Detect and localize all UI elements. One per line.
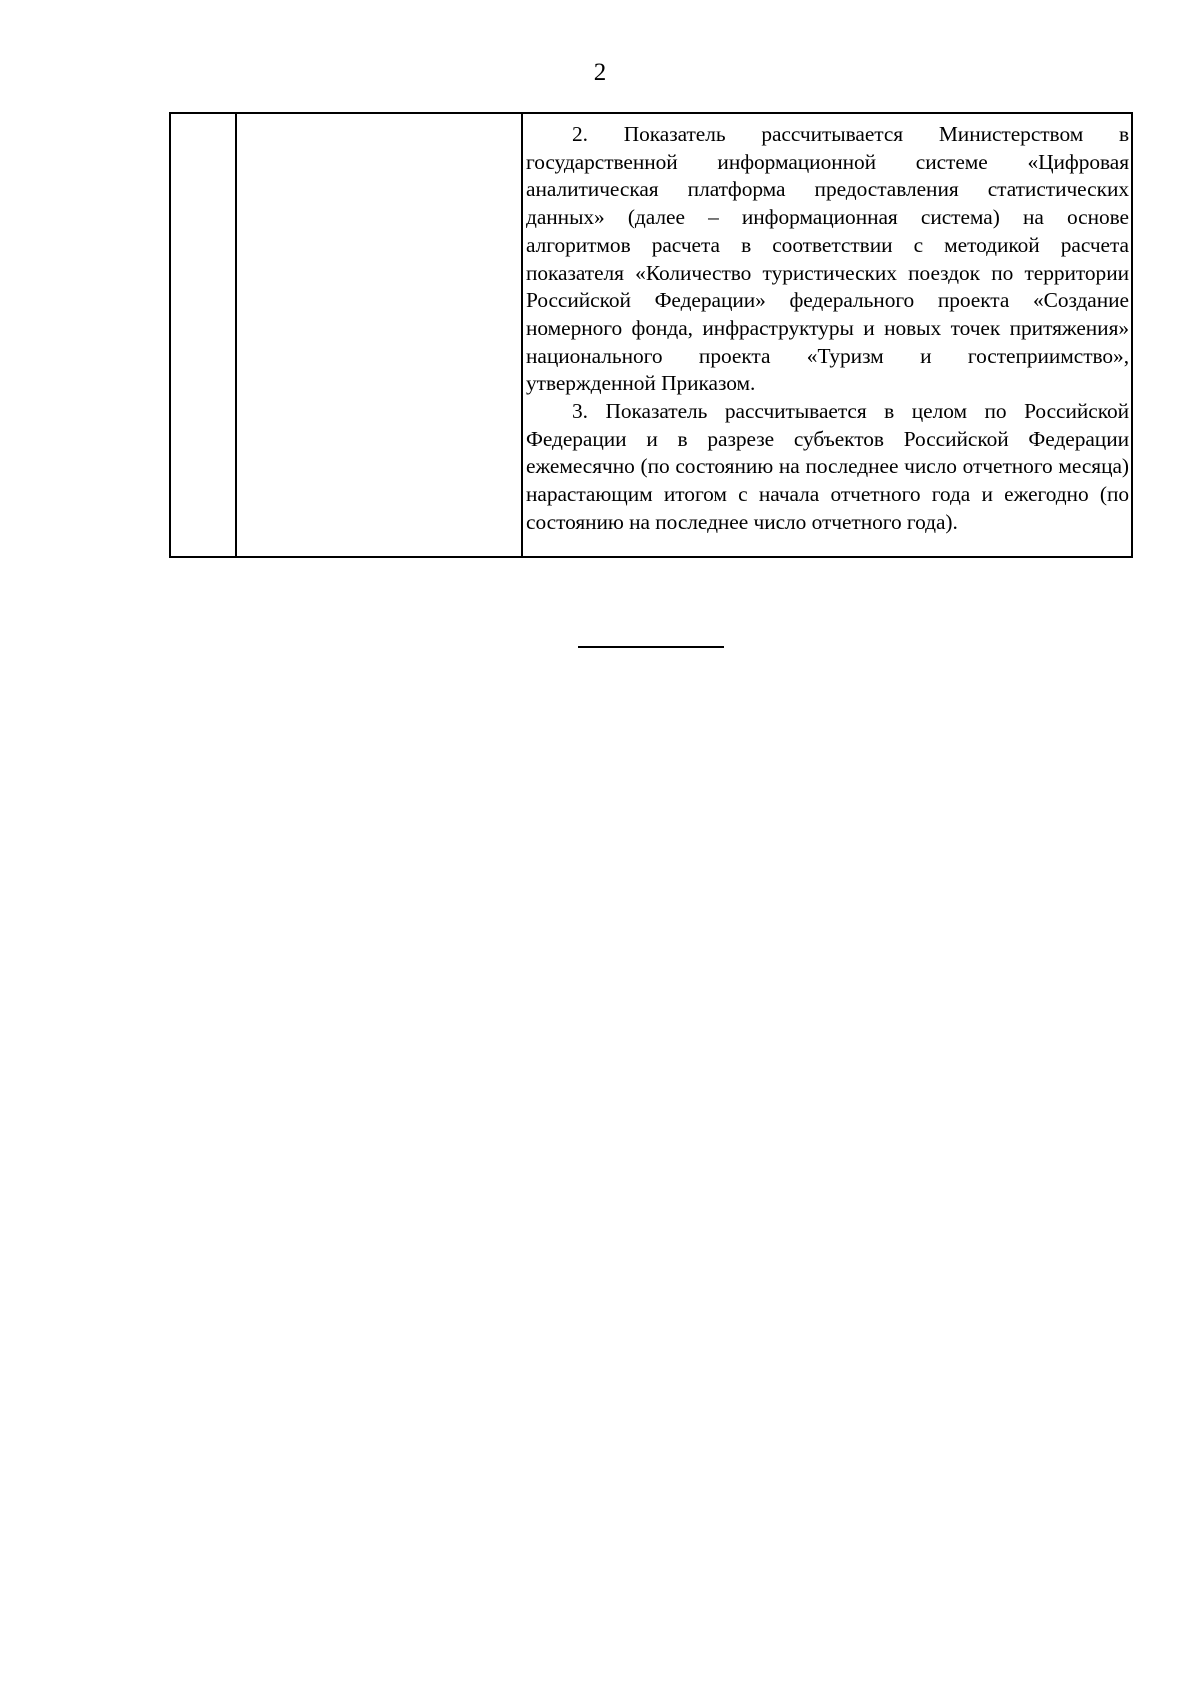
table-cell-number — [171, 114, 237, 556]
paragraph-2: 2. Показатель рассчитывается Министерством в государственной информационной системе «Цифровая аналитическая платформа предоставления статистических данных» (далее – информационная система) на основе алгоритмов расчета в соответствии с методикой расчета показателя «Количество туристических поездок по территории Российской Федерации» федерального проекта «Создание номерного фонда, инфраструктуры и новых точек притяжения» национального проекта «Туризм и гостеприимство», утвержденной Приказом. — [526, 122, 1129, 396]
end-of-document-rule — [578, 646, 724, 648]
page-number: 2 — [593, 59, 607, 86]
paragraph-3: 3. Показатель рассчитывается в целом по Российской Федерации и в разрезе субъектов Российской Федерации ежемесячно (по состоянию на последнее число отчетного месяца) нарастающим итогом с начала отчетного года и ежегодно (по состоянию на последнее число отчетного года). — [526, 399, 1129, 534]
table-cell-description — [523, 114, 1131, 556]
document-table — [169, 112, 1133, 558]
table-cell-name — [237, 114, 523, 556]
